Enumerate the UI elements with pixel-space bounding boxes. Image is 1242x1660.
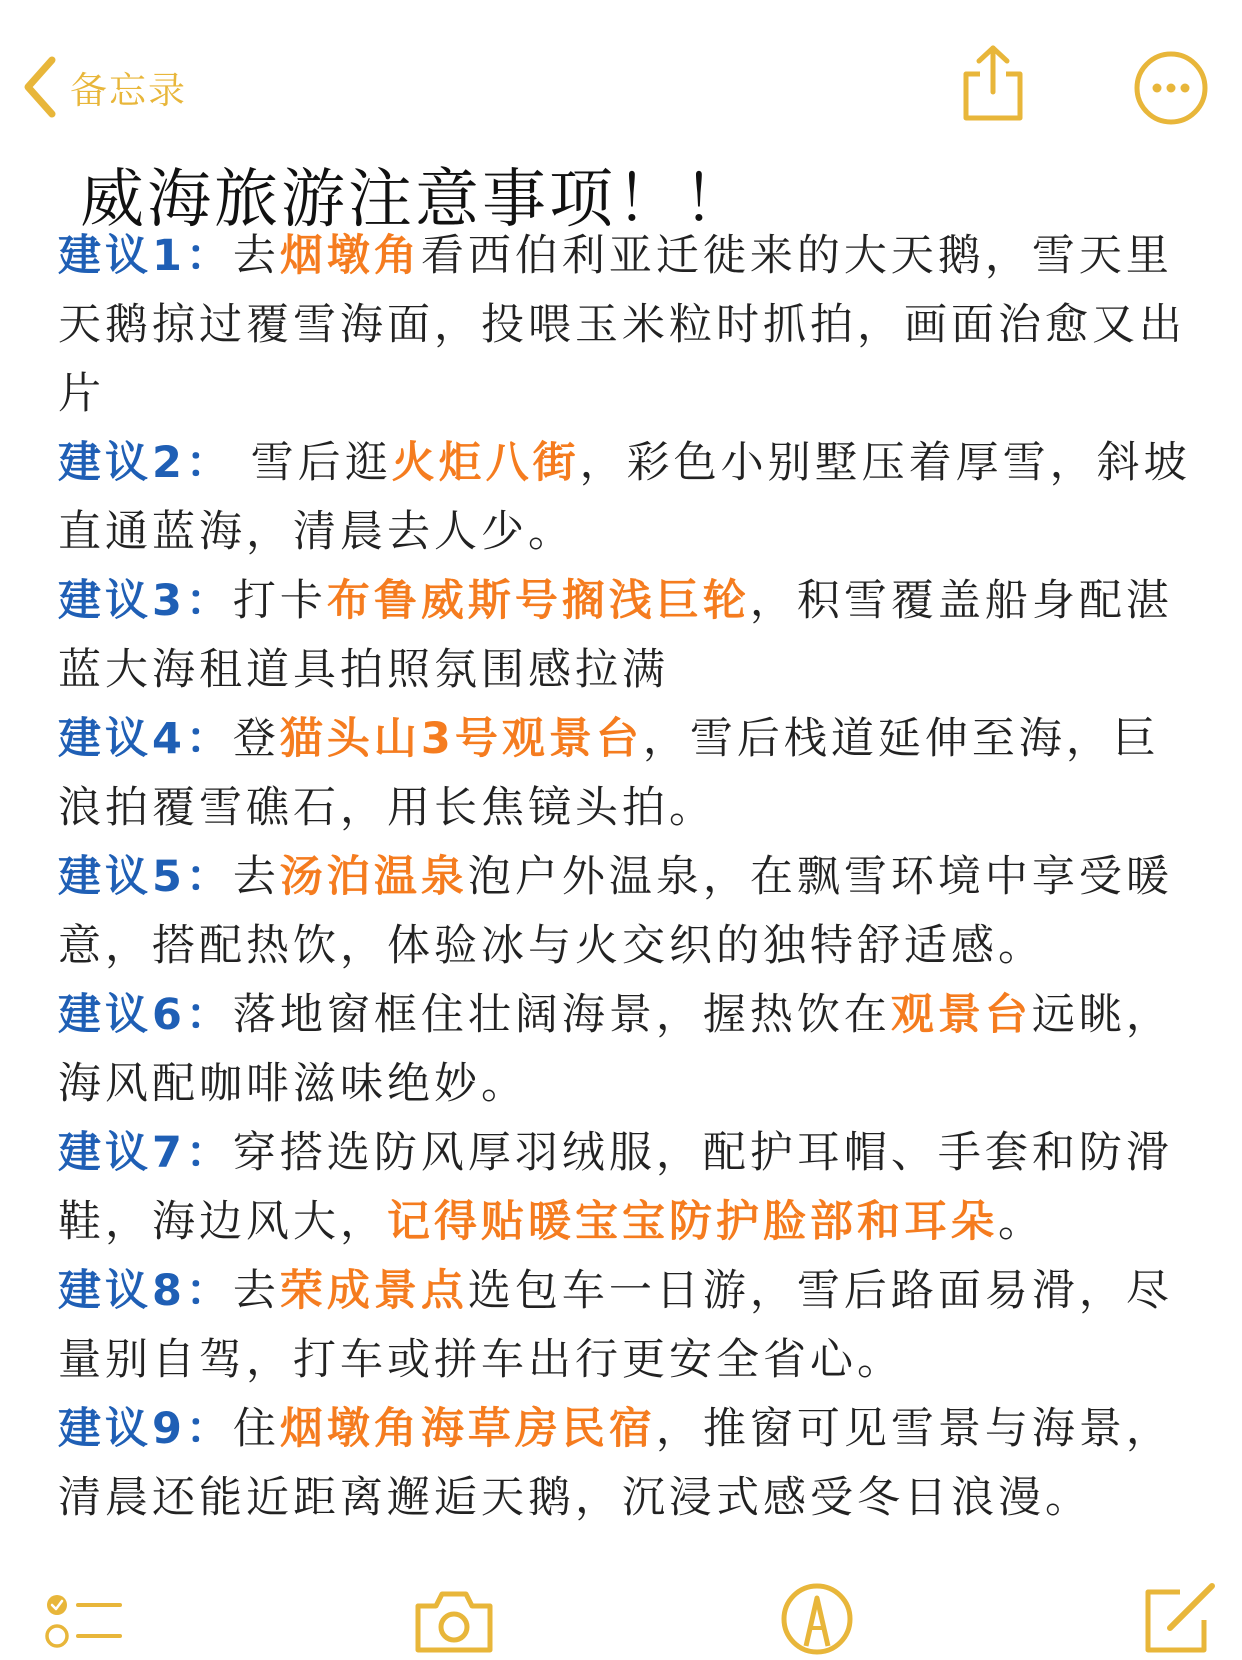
highlight-text: 猫头山3号观景台 [279,714,643,764]
highlight-text: 烟墩角 [279,231,421,281]
tip-text: ，雪后栈道延伸至海，巨浪拍覆雪礁石，用长焦镜头拍。 [58,714,1160,833]
tip-label: 建议3： [58,576,233,626]
bottom-toolbar [0,1580,1242,1660]
tip-label: 建议7： [58,1128,233,1178]
note-title: 威海旅游注意事项！！ [80,163,750,237]
top-toolbar [0,0,1242,140]
more-button[interactable] [1133,50,1209,126]
tip-text: 打卡 [232,576,327,626]
share-button[interactable] [958,44,1028,124]
tip-text: 穿搭选防风厚羽绒服，配护耳帽、手套和防滑鞋，海边风大， [58,1128,1173,1247]
tip-item [58,222,1198,429]
more-icon [1133,50,1209,126]
highlight-text: 火炬八街 [391,438,580,488]
back-button[interactable] [18,52,187,122]
tip-label: 建议8： [58,1266,233,1316]
tip-text: ，彩色小别墅压着厚雪，斜坡直通蓝海，清晨去人少。 [58,438,1191,557]
tip-item [58,567,1198,705]
tip-text: ，积雪覆盖船身配湛蓝大海租道具拍照氛围感拉满 [58,576,1173,695]
tip-label: 建议1： [58,231,233,281]
compose-button[interactable] [1140,1580,1220,1656]
tip-item [58,1257,1198,1395]
tip-text: 选包车一日游，雪后路面易滑，尽量别自驾，打车或拼车出行更安全省心。 [58,1266,1173,1385]
tip-text: 住 [232,1404,280,1454]
tip-item [58,1119,1198,1257]
checklist-icon [44,1592,124,1648]
tip-label: 建议5： [58,852,233,902]
chevron-left-icon [18,54,62,120]
tip-label: 建议4： [58,714,233,764]
tip-text: 泡户外温泉，在飘雪环境中享受暖意，搭配热饮，体验冰与火交织的独特舒适感。 [58,852,1173,971]
tip-text: 登 [232,714,280,764]
tip-item [58,843,1198,981]
tip-item [58,705,1198,843]
tip-text: 远眺，海风配咖啡滋味绝妙。 [58,990,1173,1109]
tip-item [58,1395,1198,1533]
tip-label: 建议2： [58,438,233,488]
highlight-text: 汤泊温泉 [279,852,468,902]
share-icon [958,44,1028,124]
tip-label: 建议6： [58,990,233,1040]
tip-label: 建议9： [58,1404,233,1454]
highlight-text: 烟墩角海草房民宿 [279,1404,656,1454]
highlight-text: 记得贴暖宝宝防护脸部和耳朵 [387,1197,998,1247]
compose-icon [1140,1580,1220,1656]
tip-text: ，推窗可见雪景与海景，清晨还能近距离邂逅天鹅，沉浸式感受冬日浪漫。 [58,1404,1173,1523]
highlight-text: 观景台 [890,990,1032,1040]
camera-button[interactable] [412,1588,496,1654]
tip-item [58,981,1198,1119]
tip-text: 雪后逛 [232,438,392,488]
tip-text: 看西伯利亚迁徙来的大天鹅，雪天里天鹅掠过覆雪海面，投喂玉米粒时抓拍，画面治愈又出片 [58,231,1186,419]
checklist-button[interactable] [44,1592,124,1648]
markup-button[interactable] [780,1582,854,1656]
back-label: 备忘录 [70,69,187,112]
highlight-text: 荣成景点 [279,1266,468,1316]
camera-icon [412,1588,496,1654]
tip-text: 。 [998,1197,1045,1247]
markup-icon [780,1582,854,1656]
highlight-text: 布鲁威斯号搁浅巨轮 [326,576,750,626]
tip-text: 去 [232,852,280,902]
tip-text: 去 [232,231,280,281]
tip-item [58,429,1198,567]
tip-text: 去 [232,1266,280,1316]
tip-text: 落地窗框住壮阔海景，握热饮在 [232,990,891,1040]
note-body[interactable] [58,222,1198,1533]
